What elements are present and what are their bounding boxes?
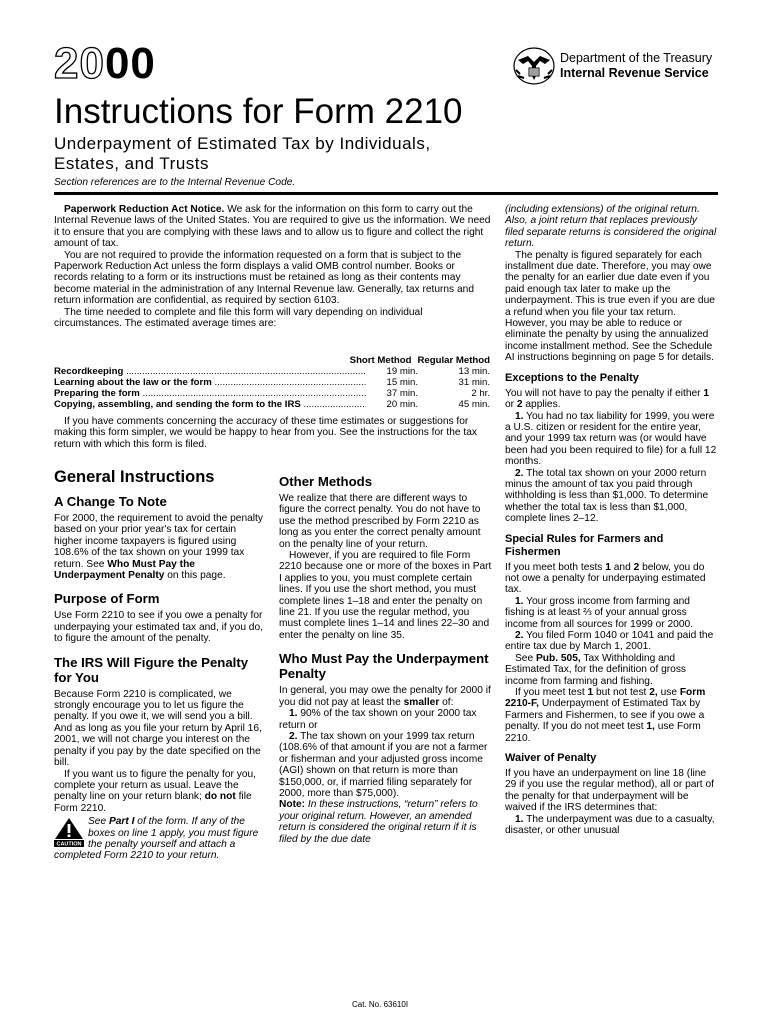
department-name: Department of the Treasury bbox=[560, 51, 713, 65]
original-return-continuation: (including extensions) of the original return. Also, a joint return that replaces previously filed separate returns is considered the original return. bbox=[505, 204, 717, 250]
other-methods-heading: Other Methods bbox=[279, 474, 373, 489]
paperwork-paragraph-3: The time needed to complete and file this form will vary depending on individual circumstances. The estimated average times are: bbox=[54, 306, 423, 330]
table-row: Recordkeeping ..... 19 min. 13 min. bbox=[54, 366, 490, 377]
paperwork-text: We ask for the information on this form to carry out the Internal Revenue laws of the United States. You are required to give us the information. We need it to ensure that you are complying with these laws and to allow us to figure and collect the right amount of tax. bbox=[54, 204, 491, 250]
caution-note: CAUTION See Part I of the form. If any of the boxes on line 1 apply, you must figure the penalty yourself and attach a completed Form 2210 to your return. bbox=[54, 816, 259, 862]
page-title: Instructions for Form 2210 bbox=[54, 92, 463, 131]
irs-figure-paragraph-1: Because Form 2210 is complicated, we strongly encourage you to let us figure the penalty. If you owe it, we will send you a bill. And as long as you file your return by April 16, 2001, we will not charge you interest on the penalty if you pay by the date specified on the bill. bbox=[54, 688, 262, 769]
paperwork-lead: Paperwork Reduction Act Notice. bbox=[64, 204, 225, 215]
change-heading: A Change To Note bbox=[54, 494, 167, 509]
agency-block bbox=[512, 46, 712, 86]
svg-text:CAUTION: CAUTION bbox=[56, 841, 82, 848]
waiver-paragraph: If you have an underpayment on line 18 (line 29 if you use the regular method), all or part of the penalty for that underpayment will be waived if the IRS determines that: bbox=[505, 768, 714, 814]
section-reference: Section references are to the Internal Revenue Code. bbox=[54, 177, 296, 188]
paperwork-notice bbox=[54, 204, 491, 329]
caution-icon bbox=[54, 817, 84, 847]
other-methods-paragraph-1: We realize that there are different ways to figure the correct penalty. You do not have to use the method prescribed by Form 2210 as long as you enter the correct penalty amount on the penalty line of your return. bbox=[279, 493, 481, 550]
irs-figure-heading: The IRS Will Figure the Penalty for You bbox=[54, 654, 249, 685]
time-estimates-table bbox=[54, 355, 490, 410]
table-row: Learning about the law or the form ..... 15 min. 31 min. bbox=[54, 377, 490, 388]
exceptions-heading: Exceptions to the Penalty bbox=[505, 371, 639, 384]
comments-paragraph: If you have comments concerning the accuracy of these time estimates or suggestions for making this form simpler, we would be happy to hear from you. See the instructions for the tax return with which this form is filed. bbox=[54, 416, 477, 450]
catalog-number: Cat. No. 63610I bbox=[352, 1000, 409, 1009]
other-methods-paragraph-2: However, if you are required to file Form 2210 because one or more of the boxes in Part I applies to you, you must complete certain lines. If you use the short method, you must complete lines 1–18 and enter the penalty on line 21. If you use the regular method, you must complete lines 1–14 and lines 22–30 and enter the penalty on line 35. bbox=[279, 550, 492, 641]
waiver-heading: Waiver of Penalty bbox=[505, 752, 597, 765]
column-penalty-rules: (including extensions) of the original return. Also, a joint return that replaces previously filed separate returns is considered the original return. The penalty is figured separately for each installment due date. Therefore, you may owe the penalty for an earlier due date even if you paid enough tax later to make up the underpayment. This is true even if you are due a refund when you file your tax return. However, you may be able to reduce or eliminate the penalty by using the annualized income installment method. See the Schedule AI instructions beginning on page 5 for details. Exceptions to the Penalty You will not have to pay the penalty if either 1 or 2 applies. 1. You had no tax liability for 1999, you were a U.S. citizen or resident for the entire year, and your 1999 tax return was (or would have been had you been required to file) for a full 12 months. 2. The total tax shown on your 2000 return minus the amount of tax you paid through withholding is less than $1,000. To determine whether the total tax is less than $1,000, complete lines 2–12. Special Rules for Farmers and Fishermen If you meet both tests 1 and 2 below, you do not owe a penalty for underpaying estimated tax. 1. Your gross income from farming and fishing is at least ⅔ of your annual gross income from all sources for 1999 or 2000. 2. You filed Form 1040 or 1041 and paid the entire tax due by March 1, 2001. See Pub. 505, Tax Withholding and Estimated Tax, for the definition of gross income from farming and fishing. If you meet test 1 but not test 2, use Form 2210-F, Underpayment of Estimated Tax by Farmers and Fishermen, to see if you owe a penalty. If you do not meet test 1, use Form 2210. Waiver of Penalty If you have an underpayment on line 18 (line 29 if you use the regular method), all or part of the penalty for that underpayment will be waived if the IRS determines that: 1. The underpayment was due to a casualty, disaster, or other unusual bbox=[505, 204, 717, 837]
short-method-header: Short Method bbox=[349, 355, 412, 366]
penalty-figured-paragraph: The penalty is figured separately for each installment due date. Therefore, you may owe the penalty for an earlier due date even if you paid enough tax later to make up the underpayment. This is true even if you are due a refund when you file your tax return. However, you may be able to reduce or eliminate the penalty by using the annualized income installment method. See the Schedule AI instructions beginning on page 5 for details. bbox=[505, 249, 715, 364]
column-general-instructions: General Instructions A Change To Note For 2000, the requirement to avoid the penalty based on your prior year's tax for certain higher income taxpayers is figured using 108.6% of the tax shown on your 1999 tax return. See Who Must Pay the Underpayment Penalty on this page. Purpose of Form Use Form 2210 to see if you owe a penalty for underpaying your estimated tax and, if you do, to figure the amount of the penalty. The IRS Will Figure the Penalty for You Because Form 2210 is complicated, we strongly encourage you to let us figure the penalty. If you owe it, we will send you a bill. And as long as you file your return by April 16, 2001, we will not charge you interest on the penalty if you pay by the date specified on the bill. If you want us to figure the penalty for you, complete your return as usual. Leave the penalty line on your return blank; do not file Form 2210. CAUTION See Part I of the form. If any of the boxes on line 1 apply, you must figure the penalty yourself and attach a completed Form 2210 to your return. bbox=[54, 468, 266, 862]
page-subtitle: Underpayment of Estimated Tax by Individuals, Estates, and Trusts bbox=[54, 134, 431, 173]
table-row: Preparing the form ..... 37 min. 2 hr. bbox=[54, 388, 490, 399]
purpose-heading: Purpose of Form bbox=[54, 591, 160, 607]
farmers-heading: Special Rules for Farmers and Fishermen bbox=[505, 532, 664, 558]
general-instructions-heading: General Instructions bbox=[54, 468, 215, 486]
paperwork-paragraph-2: You are not required to provide the information requested on a form that is subject to the Paperwork Reduction Act unless the form displays a valid OMB control number. Books or records relating to a form or its instructions must be retained as long as their contents may become material in the administration of any Internal Revenue law. Generally, tax returns and return information are confidential, as required by section 6103. bbox=[54, 249, 474, 307]
irs-name: Internal Revenue Service bbox=[560, 66, 709, 80]
header-divider bbox=[54, 192, 718, 195]
regular-method-header: Regular Method bbox=[417, 355, 490, 366]
irs-eagle-logo-icon bbox=[512, 46, 556, 86]
who-must-pay-heading: Who Must Pay the Underpayment Penalty bbox=[279, 651, 489, 682]
purpose-paragraph: Use Form 2210 to see if you owe a penalty for underpaying your estimated tax and, if you do, to figure the amount of the penalty. bbox=[54, 610, 263, 645]
who-must-pay-ref: Who Must Pay the Underpayment Penalty bbox=[54, 558, 195, 582]
table-row: Copying, assembling, and sending the form to the IRS ..... 20 min. 45 min. bbox=[54, 399, 490, 410]
column-other-methods: Other Methods We realize that there are different ways to figure the correct penalty. You do not have to use the method prescribed by Form 2210 as long as you enter the correct penalty amount on the penalty line of your return. However, if you are required to file Form 2210 because one or more of the boxes in Part I applies to you, you must complete certain lines. If you use the short method, you must complete lines 1–18 and enter the penalty on line 21. If you use the regular method, you must complete lines 1–14 and lines 22–30 and enter the penalty on line 35. Who Must Pay the Underpayment Penalty In general, you may owe the penalty for 2000 if you did not pay at least the smaller of: 1. 90% of the tax shown on your 2000 tax return or 2. The tax shown on your 1999 tax return (108.6% of that amount if you are not a farmer or fisherman and your adjusted gross income (AGI) shown on that return is more than $150,000, or, if married filing separately for 2000, more than $75,000). Note: In these instructions, “return” refers to your original return. However, an amended return is considered the original return if it is filed by the due date bbox=[279, 474, 492, 845]
form-year: 2000 bbox=[54, 39, 156, 88]
